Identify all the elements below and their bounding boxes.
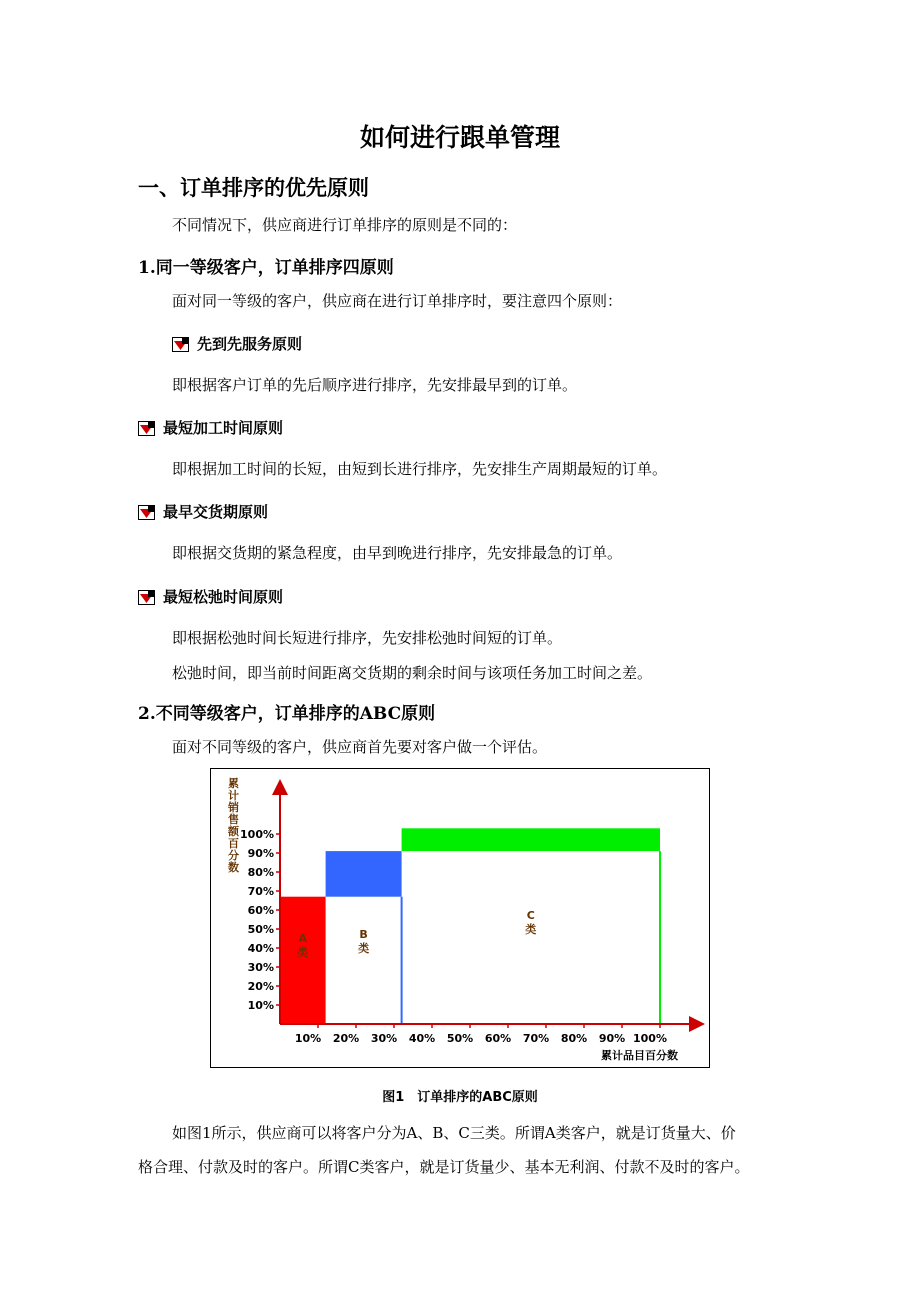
- class-b-label-suffix: 类: [358, 942, 370, 955]
- y-tick-label: 10%: [247, 999, 274, 1012]
- y-axis-label-char: 数: [228, 861, 239, 874]
- paragraph-line-1: 如图1所示，供应商可以将客户分为A、B、C三类。所谓A类客户，就是订货量大、价: [172, 1124, 736, 1142]
- x-tick-label: 20%: [332, 1032, 360, 1045]
- class-c-label: C: [526, 909, 535, 922]
- rule-heading: [138, 417, 283, 438]
- page-title: 如何进行跟单管理: [359, 123, 560, 152]
- subsection-1-heading: 1.同一等级客户，订单排序四原则: [138, 258, 394, 278]
- y-axis-label-char: 计: [228, 789, 239, 802]
- rule-heading: [172, 333, 302, 354]
- y-axis-label-char: 百: [228, 837, 239, 850]
- abc-chart: [210, 768, 710, 1068]
- subsection-2-intro: 面对不同等级的客户，供应商首先要对客户做一个评估。: [172, 738, 548, 756]
- rule-name: 最早交货期原则: [163, 503, 269, 521]
- subsection-2-heading: 2.不同等级客户，订单排序的ABC原则: [138, 704, 436, 724]
- y-axis-label: [227, 776, 240, 874]
- figure-caption: 图1 订单排序的ABC原则: [382, 1090, 538, 1105]
- section-intro: 不同情况下，供应商进行订单排序的原则是不同的：: [172, 216, 518, 234]
- y-tick-label: 30%: [247, 961, 274, 974]
- rule-desc: 即根据松弛时间长短进行排序，先安排松弛时间短的订单。: [172, 629, 563, 647]
- slack-time-note: 松弛时间，即当前时间距离交货期的剩余时间与该项任务加工时间之差。: [172, 664, 653, 682]
- y-axis-label-char: 分: [228, 849, 239, 862]
- x-tick-label: 50%: [446, 1032, 474, 1045]
- y-tick-label: 80%: [247, 866, 274, 879]
- y-tick-label: 100%: [240, 828, 274, 841]
- subsection-1-intro: 面对同一等级的客户，供应商在进行订单排序时，要注意四个原则：: [172, 292, 623, 310]
- y-tick-label: 70%: [247, 885, 274, 898]
- x-tick-label: 80%: [560, 1032, 588, 1045]
- abc-chart-svg: [211, 769, 708, 1066]
- x-tick-label: 70%: [522, 1032, 550, 1045]
- bullet-arrow-icon: [138, 421, 155, 436]
- y-axis-label-char: 销: [228, 801, 239, 814]
- y-tick-label: 40%: [247, 942, 274, 955]
- class-a-label: A: [298, 932, 308, 945]
- y-axis-label-char: 累: [228, 777, 239, 790]
- rule-name: 先到先服务原则: [197, 335, 303, 353]
- class-b-block: [326, 851, 402, 897]
- y-tick-label: 90%: [247, 847, 274, 860]
- x-tick-label: 90%: [598, 1032, 626, 1045]
- x-tick-label: 40%: [408, 1032, 436, 1045]
- rule-heading: [138, 501, 268, 522]
- paragraph-line-2: 格合理、付款及时的客户。所谓C类客户，就是订货量少、基本无利润、付款不及时的客户。: [138, 1158, 750, 1176]
- class-a-label-suffix: 类: [297, 946, 309, 959]
- class-c-label-suffix: 类: [525, 923, 537, 936]
- x-tick-label: 100%: [633, 1032, 667, 1045]
- x-axis-label: 累计品目百分数: [601, 1049, 678, 1062]
- bullet-arrow-icon: [172, 337, 189, 352]
- bullet-arrow-icon: [138, 590, 155, 605]
- section-heading: 一、订单排序的优先原则: [138, 175, 369, 200]
- class-a-block: [280, 897, 326, 1024]
- y-axis-label-char: 额: [228, 825, 239, 838]
- y-tick-label: 50%: [247, 923, 274, 936]
- x-tick-label: 10%: [294, 1032, 322, 1045]
- class-b-label: B: [359, 928, 368, 941]
- y-axis-label-char: 售: [228, 813, 239, 826]
- rule-heading: [138, 586, 283, 607]
- rule-desc: 即根据交货期的紧急程度，由早到晚进行排序，先安排最急的订单。: [172, 544, 623, 562]
- bullet-arrow-icon: [138, 505, 155, 520]
- x-tick-label: 60%: [484, 1032, 512, 1045]
- rule-name: 最短松弛时间原则: [163, 588, 284, 606]
- y-tick-label: 20%: [247, 980, 274, 993]
- x-tick-label: 30%: [370, 1032, 398, 1045]
- rule-name: 最短加工时间原则: [163, 419, 284, 437]
- class-c-block: [402, 828, 660, 851]
- y-tick-label: 60%: [247, 904, 274, 917]
- rule-desc: 即根据客户订单的先后顺序进行排序，先安排最早到的订单。: [172, 376, 578, 394]
- rule-desc: 即根据加工时间的长短，由短到长进行排序，先安排生产周期最短的订单。: [172, 460, 668, 478]
